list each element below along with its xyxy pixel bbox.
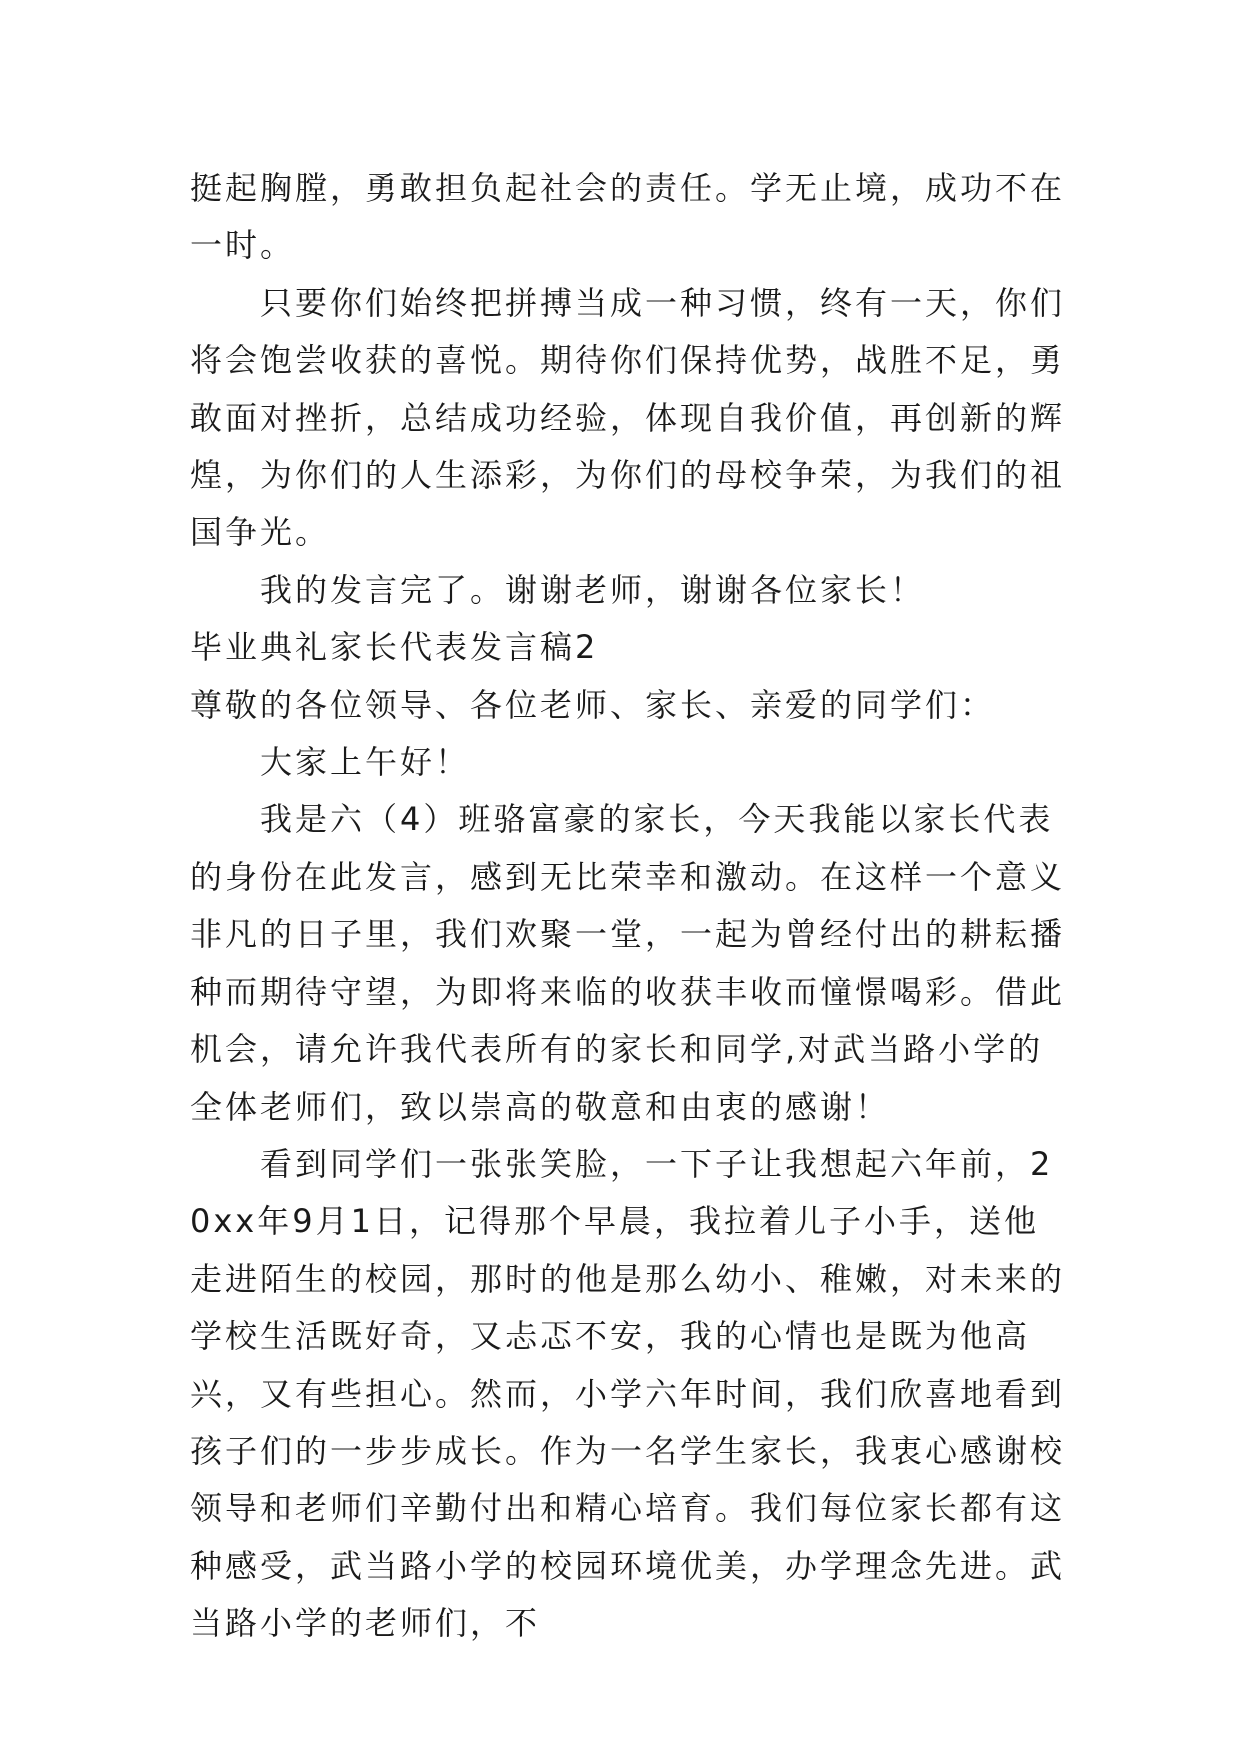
paragraph-closing-wishes: 只要你们始终把拼搏当成一种习惯，终有一天，你们将会饱尝收获的喜悦。期待你们保持优势，战胜不足，勇敢面对挫折，总结成功经验，体现自我价值，再创新的辉煌，为你们的人生添彩，为你们的母校争荣，为我们的祖国争光。: [190, 283, 1066, 552]
greeting: 大家上午好！: [260, 743, 471, 782]
paragraph-thanks: 我的发言完了。谢谢老师，谢谢各位家长！: [260, 570, 926, 609]
section-title: 毕业典礼家长代表发言稿2: [190, 628, 599, 667]
salutation: 尊敬的各位领导、各位老师、家长、亲爱的同学们：: [190, 685, 996, 724]
document-body: [190, 160, 1070, 1653]
paragraph-memories: 看到同学们一张张笑脸，一下子让我想起六年前，20xx年9月1日，记得那个早晨，我拉着儿子小手，送他走进陌生的校园，那时的他是那么幼小、稚嫩，对未来的学校生活既好奇，又忐忑不安，我的心情也是既为他高兴，又有些担心。然而，小学六年时间，我们欣喜地看到孩子们的一步步成长。作为一名学生家长，我衷心感谢校领导和老师们辛勤付出和精心培育。我们每位家长都有这种感受，武当路小学的校园环境优美，办学理念先进。武当路小学的老师们，不: [190, 1144, 1066, 1643]
paragraph-continuation: 挺起胸膛，勇敢担负起社会的责任。学无止境，成功不在一时。: [190, 169, 1066, 265]
paragraph-introduction: 我是六（4）班骆富豪的家长，今天我能以家长代表的身份在此发言，感到无比荣幸和激动。在这样一个意义非凡的日子里，我们欢聚一堂，一起为曾经付出的耕耘播种而期待守望，为即将来临的收获丰收而憧憬喝彩。借此机会，请允许我代表所有的家长和同学,对武当路小学的全体老师们，致以崇高的敬意和由衷的感谢！: [190, 800, 1066, 1126]
